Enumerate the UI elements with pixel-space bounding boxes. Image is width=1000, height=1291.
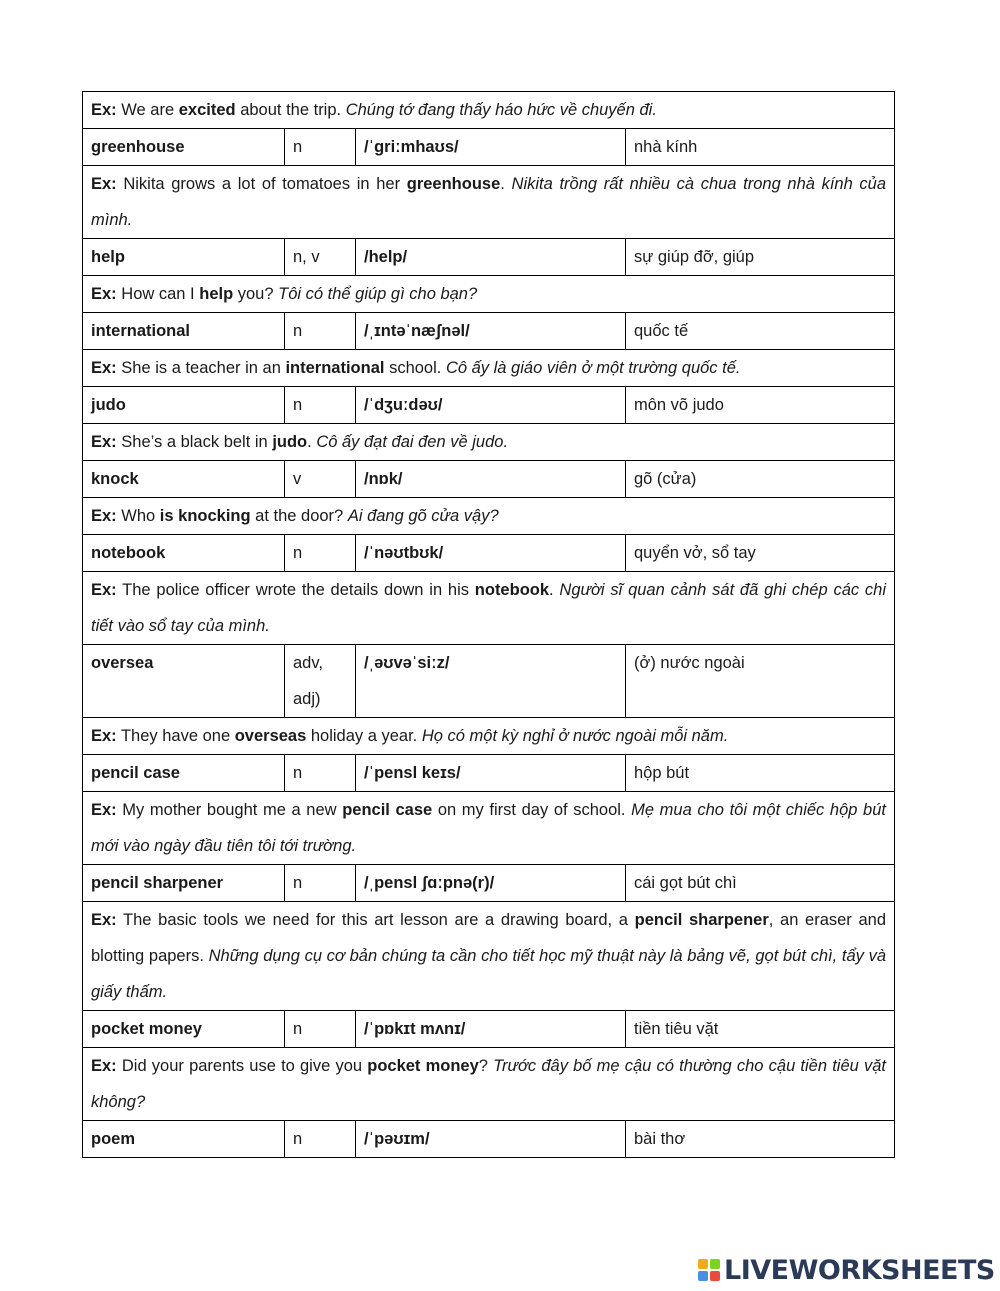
example-text: school. [384,359,446,377]
example-text: She’s a black belt in [116,433,273,451]
part-of-speech-cell: n [285,387,356,424]
bold-text: help [199,285,234,303]
translation-text: Mẹ mua cho tôi một chiếc hộp bút mới vào ngày đầu tiên tôi tới trường. [91,801,886,855]
pronunciation-cell: /ˈpəʊɪm/ [356,1121,626,1158]
logo-text: LIVEWORKSHEETS [724,1254,995,1286]
example-text: Who [116,507,160,525]
bold-text: Ex: [91,911,117,929]
example-cell [83,902,895,1011]
example-row [83,1048,895,1121]
bold-text: pocket money [367,1057,479,1075]
pronunciation-cell: /ˈdʒuːdəʊ/ [356,387,626,424]
example-row [83,572,895,645]
pronunciation-cell: /ˈpensl keɪs/ [356,755,626,792]
word-cell: poem [83,1121,285,1158]
example-cell [83,498,895,535]
word-row [83,1011,895,1048]
word-cell: international [83,313,285,350]
example-row [83,166,895,239]
example-text: My mother bought me a new [116,801,343,819]
example-cell [83,792,895,865]
part-of-speech-cell: n [285,535,356,572]
example-text: They have one [116,727,235,745]
bold-text: Ex: [91,727,117,745]
bold-text: pencil sharpener [634,911,769,929]
part-of-speech-cell: n [285,755,356,792]
word-row [83,1121,895,1158]
example-text: at the door? [250,507,348,525]
vocabulary-table-body [83,92,895,1158]
part-of-speech-cell: v [285,461,356,498]
pronunciation-cell: /ˌəʊvəˈsiːz/ [356,645,626,718]
example-row [83,718,895,755]
meaning-cell: sự giúp đỡ, giúp [626,239,895,276]
example-row [83,276,895,313]
bold-text: Ex: [91,507,117,525]
example-text: How can I [116,285,200,303]
bold-text: Ex: [91,101,117,119]
word-cell: judo [83,387,285,424]
word-cell: pencil case [83,755,285,792]
pronunciation-cell: /ˈpɒkɪt mʌnɪ/ [356,1011,626,1048]
meaning-cell: gõ (cửa) [626,461,895,498]
logo-square [710,1271,720,1281]
example-row [83,792,895,865]
translation-text: Tôi có thể giúp gì cho bạn? [278,285,478,303]
part-of-speech-cell: n, v [285,239,356,276]
translation-text: Những dụng cụ cơ bản chúng ta cần cho tiết học mỹ thuật này là bảng vẽ, gọt bút chì, tẩy và giấy thấm. [91,947,886,1001]
pronunciation-cell: /ˌɪntəˈnæʃnəl/ [356,313,626,350]
translation-text: Cô ấy là giáo viên ở một trường quốc tế. [445,359,741,377]
example-text: . [549,581,560,599]
translation-text: Cô ấy đạt đai đen về judo. [316,433,509,451]
example-text: She is a teacher in an [116,359,286,377]
pronunciation-cell: /help/ [356,239,626,276]
example-text: . [307,433,317,451]
translation-text: Người sĩ quan cảnh sát đã ghi chép các chi tiết vào sổ tay của mình. [91,581,886,635]
bold-text: Ex: [91,581,117,599]
bold-text: is knocking [159,507,251,525]
logo-square [698,1259,708,1269]
meaning-cell: môn võ judo [626,387,895,424]
meaning-cell: nhà kính [626,129,895,166]
example-text: Did your parents use to give you [116,1057,368,1075]
word-row [83,313,895,350]
bold-text: pencil case [342,801,433,819]
word-cell: knock [83,461,285,498]
word-cell: help [83,239,285,276]
example-text: about the trip. [235,101,346,119]
example-cell [83,1048,895,1121]
example-row [83,902,895,1011]
pronunciation-cell: /ˌpensl ʃɑːpnə(r)/ [356,865,626,902]
word-row [83,865,895,902]
bold-text: Ex: [91,801,117,819]
part-of-speech-cell: n [285,1121,356,1158]
logo-mark-icon [698,1259,720,1281]
meaning-cell: bài thơ [626,1121,895,1158]
bold-text: greenhouse [406,175,501,193]
meaning-cell: quốc tế [626,313,895,350]
word-row [83,645,895,718]
word-row [83,129,895,166]
word-row [83,535,895,572]
meaning-cell: tiền tiêu vặt [626,1011,895,1048]
meaning-cell: (ở) nước ngoài [626,645,895,718]
word-cell: pocket money [83,1011,285,1048]
example-cell [83,718,895,755]
part-of-speech-cell: n [285,313,356,350]
example-cell [83,276,895,313]
word-cell: oversea [83,645,285,718]
bold-text: Ex: [91,359,117,377]
example-cell [83,424,895,461]
bold-text: judo [272,433,308,451]
word-cell: pencil sharpener [83,865,285,902]
logo-square [710,1259,720,1269]
logo-square [698,1271,708,1281]
part-of-speech-cell: n [285,129,356,166]
example-cell [83,350,895,387]
example-row [83,424,895,461]
example-row [83,92,895,129]
word-row [83,239,895,276]
word-row [83,755,895,792]
word-cell: notebook [83,535,285,572]
part-of-speech-cell: n [285,865,356,902]
example-text: The police officer wrote the details down in his [116,581,475,599]
example-text: . [500,175,512,193]
example-cell [83,92,895,129]
example-row [83,498,895,535]
liveworksheets-logo [698,1254,995,1286]
example-text: The basic tools we need for this art lesson are a drawing board, a [116,911,635,929]
word-row [83,461,895,498]
bold-text: Ex: [91,285,117,303]
pronunciation-cell: /nɒk/ [356,461,626,498]
example-text: We are [116,101,179,119]
example-cell [83,572,895,645]
part-of-speech-cell: adv, adj) [285,645,356,718]
bold-text: Ex: [91,175,117,193]
translation-text: Trước đây bố mẹ cậu có thường cho cậu tiền tiêu vặt không? [91,1057,886,1111]
example-text: you? [233,285,279,303]
translation-text: Ai đang gõ cửa vậy? [347,507,499,525]
bold-text: international [285,359,385,377]
example-row [83,350,895,387]
meaning-cell: quyển vở, sổ tay [626,535,895,572]
example-cell [83,166,895,239]
example-text: , an eraser and blotting papers. [91,911,886,965]
translation-text: Chúng tớ đang thấy háo hức về chuyến đi. [345,101,657,119]
example-text: ? [478,1057,494,1075]
bold-text: excited [178,101,236,119]
bold-text: Ex: [91,433,117,451]
meaning-cell: cái gọt bút chì [626,865,895,902]
translation-text: Họ có một kỳ nghỉ ở nước ngoài mỗi năm. [421,727,729,745]
meaning-cell: hộp bút [626,755,895,792]
bold-text: Ex: [91,1057,117,1075]
bold-text: notebook [474,581,550,599]
example-text: Nikita grows a lot of tomatoes in her [116,175,407,193]
example-text: on my first day of school. [432,801,632,819]
pronunciation-cell: /ˈnəʊtbʊk/ [356,535,626,572]
part-of-speech-cell: n [285,1011,356,1048]
word-row [83,387,895,424]
translation-text: Nikita trồng rất nhiều cà chua trong nhà kính của mình. [91,175,887,229]
example-text: holiday a year. [306,727,422,745]
word-cell: greenhouse [83,129,285,166]
pronunciation-cell: /ˈgriːmhaʊs/ [356,129,626,166]
bold-text: overseas [234,727,307,745]
vocabulary-table [82,91,895,1158]
